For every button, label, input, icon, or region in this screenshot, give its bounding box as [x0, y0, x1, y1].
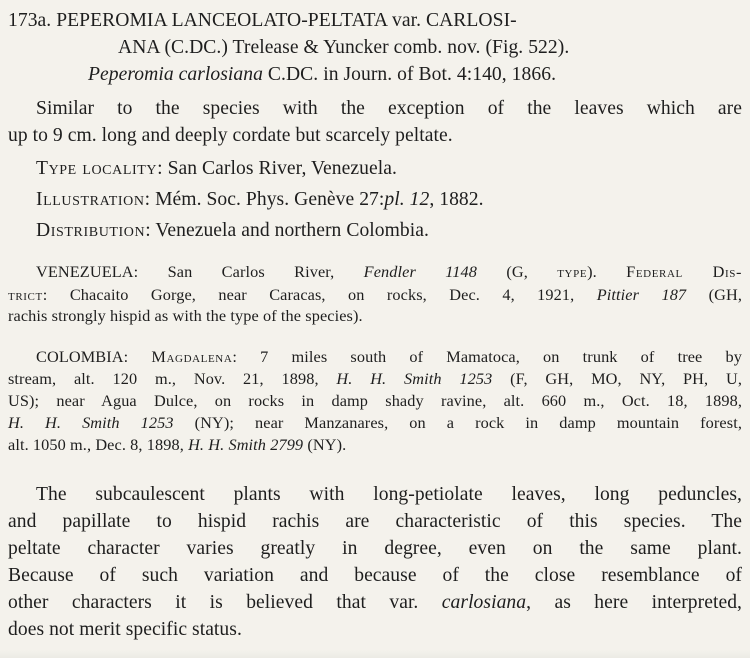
page-bottom-edge	[0, 650, 750, 658]
distribution-line: Distribution: Venezuela and northern Colombia.	[36, 220, 429, 241]
variety-name: carlosiana	[441, 592, 527, 613]
collector-pittier: Pittier 187	[596, 285, 687, 304]
collector-fendler: Fendler 1148	[363, 262, 477, 281]
distribution-label: Distribution	[36, 220, 146, 241]
colombia-line-3: US); near Agua Dulce, on rocks in damp shady ravine, alt. 660 m., Oct. 18, 1898,	[8, 391, 742, 410]
collector-smith-1253: H. H. Smith 1253	[336, 369, 493, 388]
illustration-label: Illustration	[36, 189, 145, 210]
species-number: 173a.	[8, 10, 52, 31]
colombia-line-4: H. H. Smith 1253 (NY); near Manzanares, on a rock in damp mountain forest,	[8, 413, 742, 432]
illustration-plate: pl. 12	[384, 189, 430, 210]
discussion-line-1: The subcaulescent plants with long-petiolate leaves, long peduncles,	[36, 484, 742, 505]
collector-smith-1253-b: H. H. Smith 1253	[8, 413, 174, 432]
discussion-line-2: and papillate to hispid rachis are characteristic of this species. The	[8, 511, 742, 532]
discussion-line-6: does not merit specific status.	[8, 619, 242, 640]
type-locality-value: San Carlos River, Venezuela.	[167, 158, 397, 179]
illustration-line: Illustration: Mém. Soc. Phys. Genève 27:pl. 12, 1882.	[36, 189, 484, 210]
venezuela-line-2: trict: Chacaito Gorge, near Caracas, on rocks, Dec. 4, 1921, Pittier 187 (GH,	[8, 285, 742, 304]
collector-smith-2799: H. H. Smith 2799	[188, 435, 304, 454]
description-line-1: Similar to the species with the exception of the leaves which are	[36, 98, 742, 119]
type-locality-label: Type locality	[36, 158, 158, 179]
synonym-line	[88, 64, 556, 86]
discussion-line-5: other characters it is believed that var. carlosiana, as here interpreted,	[8, 592, 742, 613]
discussion-line-3: peltate character varies greatly in degree, even on the same plant.	[8, 538, 742, 559]
colombia-line-2: stream, alt. 120 m., Nov. 21, 1898, H. H. Smith 1253 (F, GH, MO, NY, PH, U,	[8, 369, 742, 388]
synonym-citation: C.DC. in Journ. of Bot. 4:140, 1866.	[262, 64, 557, 85]
description-line-2: up to 9 cm. long and deeply cordate but scarcely peltate.	[8, 125, 453, 146]
species-heading-line-1	[8, 10, 517, 32]
type-locality-line: Type locality: San Carlos River, Venezuela.	[36, 158, 397, 179]
colombia-line-5: alt. 1050 m., Dec. 8, 1898, H. H. Smith 2799 (NY).	[8, 435, 347, 454]
synonym-name: Peperomia carlosiana	[88, 64, 263, 85]
discussion-line-4: Because of such variation and because of the close resemblance of	[8, 565, 742, 586]
species-heading-line-2: ANA (C.DC.) Trelease & Yuncker comb. nov. (Fig. 522).	[118, 37, 570, 58]
colombia-line-1: COLOMBIA: Magdalena: 7 miles south of Mamatoca, on trunk of tree by	[36, 347, 742, 366]
venezuela-line-1: VENEZUELA: San Carlos River, Fendler 1148 (G, type). Federal Dis-	[36, 262, 743, 281]
species-name: PEPEROMIA LANCEOLATO-PELTATA var. CARLOSI-	[56, 10, 517, 31]
venezuela-line-3: rachis strongly hispid as with the type of the species).	[8, 306, 363, 325]
distribution-value: Venezuela and northern Colombia.	[155, 220, 429, 241]
